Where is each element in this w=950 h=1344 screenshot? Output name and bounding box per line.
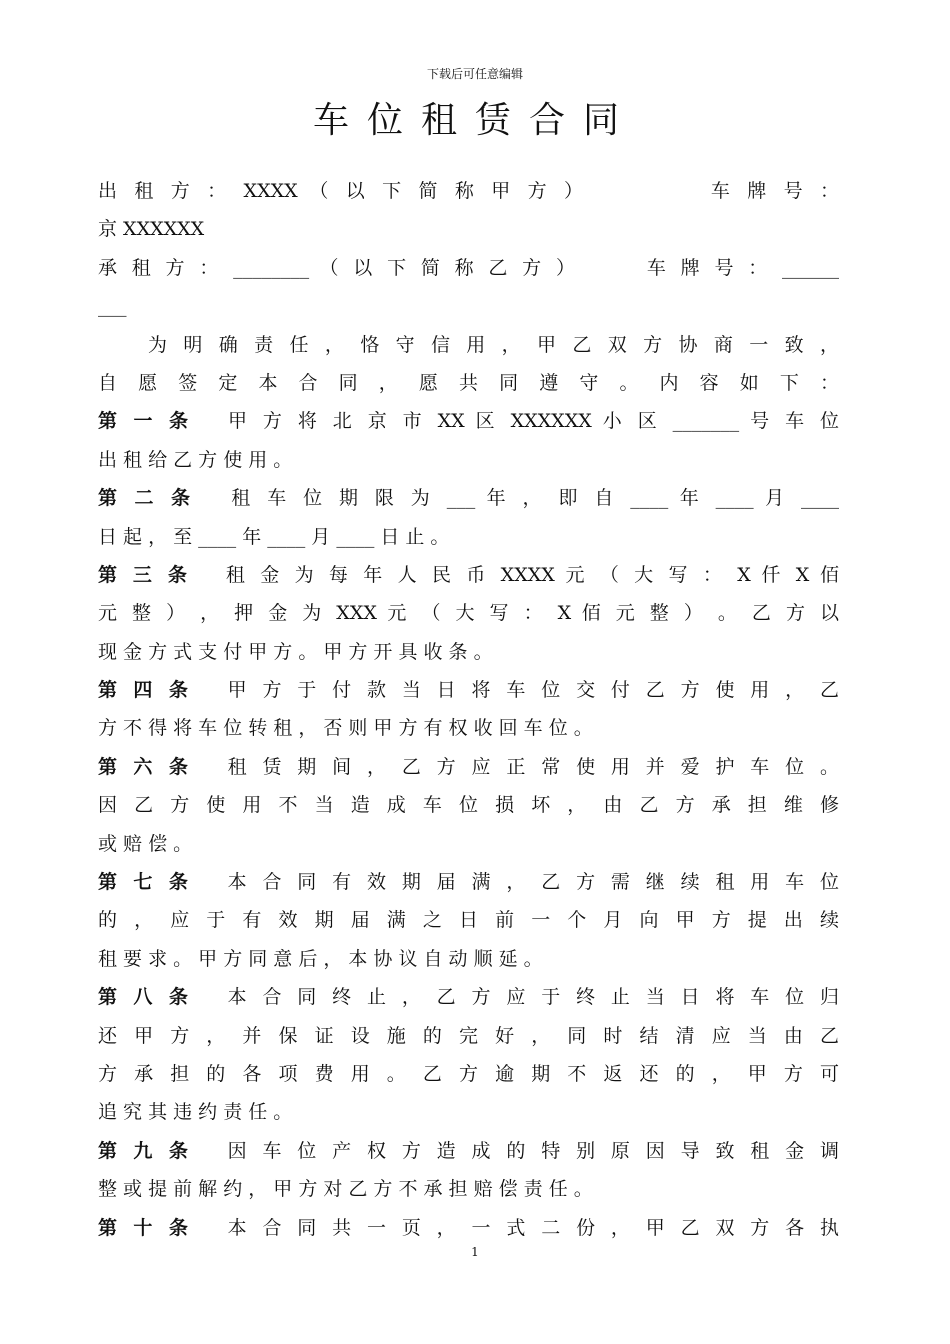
article-text: 租 赁 期 间 ， 乙 方 应 正 常 使 用 并 爱 护 车 位 。 [227,755,839,778]
article-label: 第 三 条 [98,563,192,586]
lessor-plate-line: 京 XXXXXX [98,218,205,241]
article-text: 租 金 为 每 年 人 民 币 XXXX 元 （ 大 写 ： X 仟 X 佰 [225,563,839,586]
contract-body [98,172,839,1247]
article-label: 第 一 条 [98,410,193,433]
article-8-line: 还 甲 方 ， 并 保 证 设 施 的 完 好 ， 同 时 结 清 应 当 由 乙 [98,1024,839,1047]
article-7-line: 租 要 求 。 甲 方 同 意 后 ， 本 协 议 自 动 顺 延 。 [98,947,543,970]
article-4-line [98,671,839,709]
page-number: 1 [471,1245,479,1259]
article-8-line [98,978,839,1016]
header-note: 下载后可任意编辑 [426,67,523,81]
article-label: 第 二 条 [98,487,196,510]
article-1-line: 出 租 给 乙 方 使 用 。 [98,448,293,471]
article-8-line: 追 究 其 违 约 责 任 。 [98,1101,293,1124]
preamble-line: 为 明 确 责 任 ， 恪 守 信 用 ， 甲 乙 双 方 协 商 一 致 ， [148,333,839,356]
lessor-line: 出 租 方 ： XXXX （ 以 下 简 称 甲 方 ） 车 牌 号 ： [98,180,839,202]
article-2-line: 日 起 ， 至 ____ 年 ____ 月 ____ 日 止 。 [98,525,450,548]
article-3-line [98,556,839,594]
article-6-line [98,748,839,786]
article-text: 本 合 同 共 一 页 ， 一 式 二 份 ， 甲 乙 双 方 各 执 [227,1216,839,1239]
article-4-line: 方 不 得 将 车 位 转 租 ， 否 则 甲 方 有 权 收 回 车 位 。 [98,717,593,740]
article-text: 甲 方 将 北 京 市 XX 区 XXXXXX 小 区 _______ 号 车 位 [227,410,840,433]
article-label: 第 八 条 [98,986,193,1009]
article-10-line [98,1209,839,1247]
article-7-line: 的 ， 应 于 有 效 期 届 满 之 日 前 一 个 月 向 甲 方 提 出 续 [98,909,839,932]
article-9-line [98,1132,839,1170]
article-3-line: 现 金 方 式 支 付 甲 方 。 甲 方 开 具 收 条 。 [98,640,493,663]
article-7-line [98,863,839,901]
preamble-line: 自 愿 签 定 本 合 同 ， 愿 共 同 遵 守 。 内 容 如 下 ： [98,371,839,394]
article-1-line [98,402,839,440]
lessee-plate-line: ___ [98,295,127,318]
article-label: 第 六 条 [98,755,193,778]
article-8-line: 方 承 担 的 各 项 费 用 。 乙 方 逾 期 不 返 还 的 ， 甲 方 可 [98,1062,839,1085]
article-2-line [98,479,839,517]
article-label: 第 七 条 [98,871,193,894]
article-text: 本 合 同 有 效 期 届 满 ， 乙 方 需 继 续 租 用 车 位 [227,871,839,894]
article-label: 第 四 条 [98,679,193,702]
article-text: 甲 方 于 付 款 当 日 将 车 位 交 付 乙 方 使 用 ， 乙 [227,679,839,702]
article-text: 因 车 位 产 权 方 造 成 的 特 别 原 因 导 致 租 金 调 [227,1139,839,1162]
article-3-line: 元 整 ） ， 押 金 为 XXX 元 （ 大 写 ： X 佰 元 整 ） 。 乙 方 以 [98,602,839,625]
article-6-line: 或 赔 偿 。 [98,832,193,855]
article-label: 第 十 条 [98,1216,193,1239]
article-6-line: 因 乙 方 使 用 不 当 造 成 车 位 损 坏 ， 由 乙 方 承 担 维 修 [98,794,839,817]
article-label: 第 九 条 [98,1139,193,1162]
article-text: 租 车 位 期 限 为 ___ 年 ， 即 自 ____ 年 ____ 月 ____ [231,487,839,510]
lessee-line: 承 租 方 ： ________ （ 以 下 简 称 乙 方 ） 车 牌 号 ： ______ [98,256,839,279]
article-9-line: 整 或 提 前 解 约 ， 甲 方 对 乙 方 不 承 担 赔 偿 责 任 。 [98,1178,593,1201]
document-title: 车位租赁合同 [312,100,637,141]
article-text: 本 合 同 终 止 ， 乙 方 应 于 终 止 当 日 将 车 位 归 [227,986,839,1009]
